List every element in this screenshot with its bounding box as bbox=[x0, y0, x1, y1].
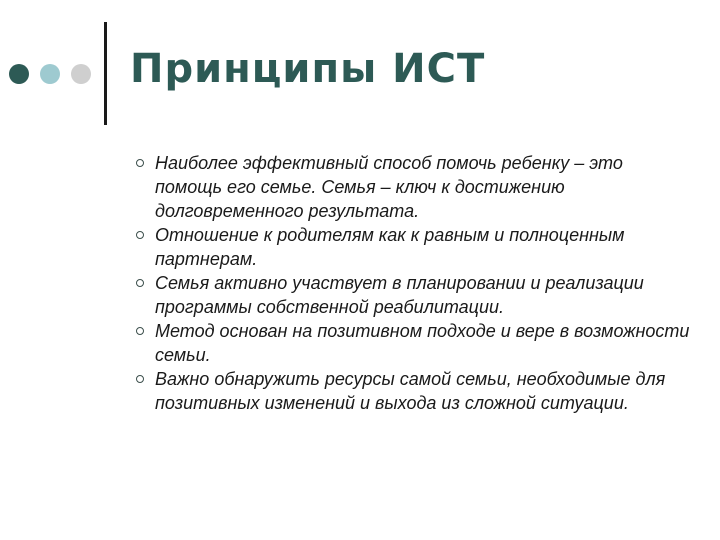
decorative-dot-gray bbox=[71, 64, 91, 84]
list-item-3 bbox=[133, 271, 693, 319]
list-item-text: Важно обнаружить ресурсы самой семьи, необходимые для позитивных изменений и выхода из сложной ситуации. bbox=[155, 369, 666, 413]
title-divider bbox=[104, 22, 107, 125]
list-item-text: Семья активно участвует в планировании и реализации программы собственной реабилитации. bbox=[155, 273, 644, 317]
principles-list bbox=[133, 151, 693, 415]
list-item-text: Метод основан на позитивном подходе и вере в возможности семьи. bbox=[155, 321, 690, 365]
list-item-text: Наиболее эффективный способ помочь ребенку – это помощь его семье. Семья – ключ к достижению долговременного результата. bbox=[155, 153, 623, 221]
bullet-circle-icon bbox=[136, 159, 144, 167]
bullet-circle-icon bbox=[136, 231, 144, 239]
bullet-circle-icon bbox=[136, 279, 144, 287]
decorative-dot-dark bbox=[9, 64, 29, 84]
list-item-1 bbox=[133, 151, 693, 223]
list-item-2 bbox=[133, 223, 693, 271]
slide-title: Принципы ИСТ bbox=[130, 46, 486, 92]
list-item-4 bbox=[133, 319, 693, 367]
bullet-circle-icon bbox=[136, 327, 144, 335]
list-item-5 bbox=[133, 367, 693, 415]
decorative-dot-light-blue bbox=[40, 64, 60, 84]
bullet-circle-icon bbox=[136, 375, 144, 383]
list-item-text: Отношение к родителям как к равным и полноценным партнерам. bbox=[155, 225, 625, 269]
